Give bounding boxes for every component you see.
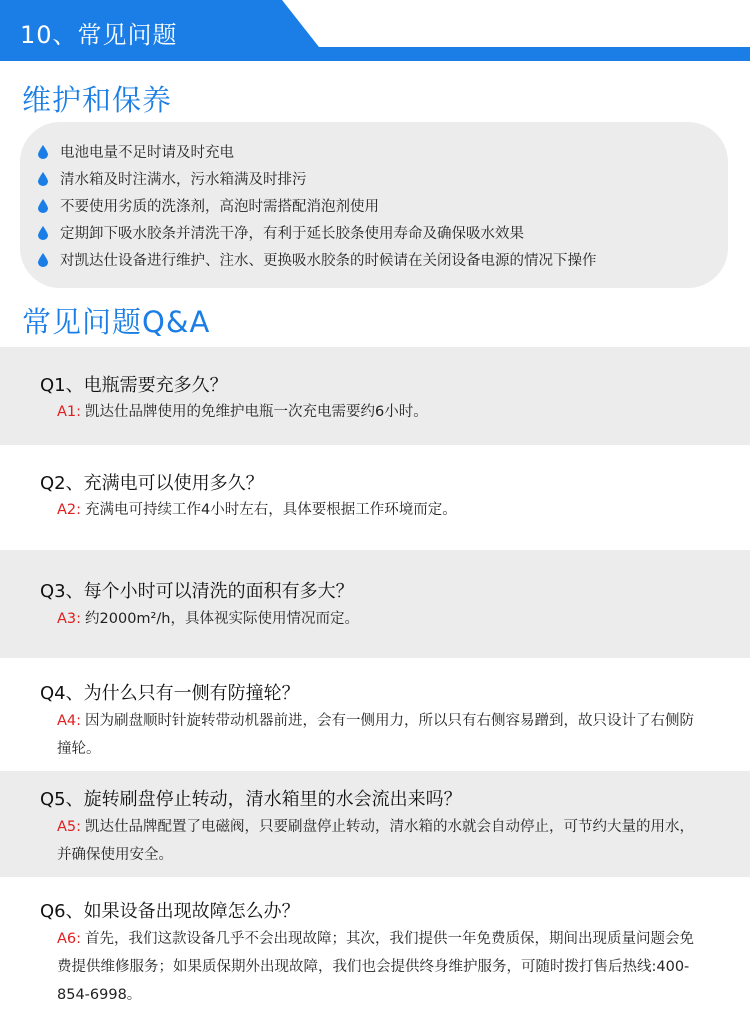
answer-label: A3: — [57, 611, 82, 627]
list-item — [38, 165, 597, 192]
faq-answer — [57, 813, 697, 869]
faq-item-6 — [0, 877, 750, 1013]
header-title: 10、常见问题 — [20, 21, 178, 49]
answer-text: 充满电可持续工作4小时左右，具体要根据工作环境而定。 — [85, 502, 457, 518]
faq-item-3 — [0, 550, 750, 658]
answer-text: 因为刷盘顺时针旋转带动机器前进，会有一侧用力，所以只有右侧容易蹭到，故只设计了右侧防撞轮。 — [57, 713, 695, 757]
list-item — [38, 246, 597, 273]
water-drop-icon — [38, 199, 48, 213]
maintenance-list — [38, 138, 597, 273]
water-drop-icon — [38, 172, 48, 186]
faq-answer — [57, 925, 697, 1009]
faq-answer — [57, 398, 697, 426]
answer-label: A2: — [57, 502, 82, 518]
faq-question: Q3、每个小时可以清洗的面积有多大？ — [40, 581, 354, 602]
answer-label: A1: — [57, 404, 82, 420]
faq-question: Q2、充满电可以使用多久？ — [40, 473, 264, 494]
list-item — [38, 192, 597, 219]
faq-answer — [57, 496, 697, 524]
maintenance-item-text: 定期卸下吸水胶条并清洗干净，有利于延长胶条使用寿命及确保吸水效果 — [60, 226, 524, 242]
faq-answer — [57, 605, 697, 633]
answer-text: 首先，我们这款设备几乎不会出现故障；其次，我们提供一年免费质保，期间出现质量问题会免费提供维修服务；如果质保期外出现故障，我们也会提供终身维护服务，可随时拨打售后热线:400-854-6998。 — [57, 931, 695, 1003]
answer-label: A6: — [57, 931, 82, 947]
answer-text: 凯达仕品牌使用的免维护电瓶一次充电需要约6小时。 — [85, 404, 428, 420]
water-drop-icon — [38, 145, 48, 159]
faq-question: Q4、为什么只有一侧有防撞轮？ — [40, 683, 300, 704]
list-item — [38, 219, 597, 246]
faq-answer — [57, 707, 697, 763]
water-drop-icon — [38, 226, 48, 240]
answer-text: 凯达仕品牌配置了电磁阀，只要刷盘停止转动，清水箱的水就会自动停止，可节约大量的用水，并确保使用安全。 — [57, 819, 695, 863]
faq-question: Q1、电瓶需要充多久？ — [40, 375, 228, 396]
maintenance-item-text: 清水箱及时注满水，污水箱满及时排污 — [60, 172, 307, 188]
list-item — [38, 138, 597, 165]
section-header — [0, 0, 750, 62]
faq-item-4 — [0, 658, 750, 771]
water-drop-icon — [38, 253, 48, 267]
answer-label: A5: — [57, 819, 82, 835]
maintenance-item-text: 不要使用劣质的洗涤剂，高泡时需搭配消泡剂使用 — [60, 199, 379, 215]
faq-item-5 — [0, 771, 750, 877]
faq-item-1 — [0, 347, 750, 445]
faq-item-2 — [0, 445, 750, 550]
answer-label: A4: — [57, 713, 82, 729]
faq-question: Q5、旋转刷盘停止转动，清水箱里的水会流出来吗？ — [40, 789, 462, 810]
maintenance-item-text: 对凯达仕设备进行维护、注水、更换吸水胶条的时候请在关闭设备电源的情况下操作 — [60, 253, 597, 269]
maintenance-item-text: 电池电量不足时请及时充电 — [60, 145, 234, 161]
answer-text: 约2000m²/h，具体视实际使用情况而定。 — [85, 611, 359, 627]
faq-question: Q6、如果设备出现故障怎么办？ — [40, 901, 300, 922]
faq-title: 常见问题Q&A — [22, 305, 211, 339]
maintenance-title: 维护和保养 — [22, 83, 173, 117]
